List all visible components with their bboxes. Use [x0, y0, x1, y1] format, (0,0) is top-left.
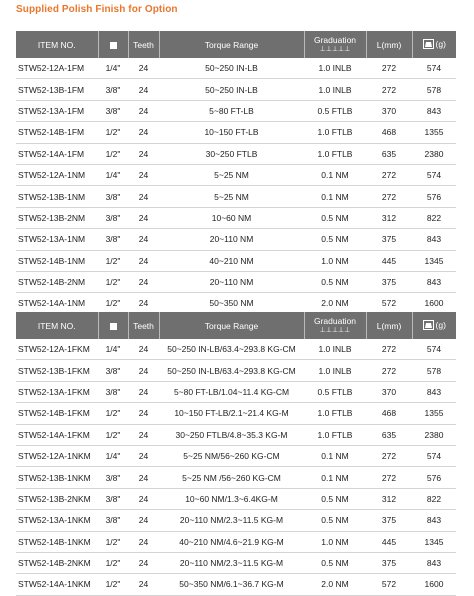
header-item-no: ITEM NO. [16, 312, 98, 339]
cell-length: 375 [366, 229, 412, 250]
cell-torque-range: 50~250 IN-LB/63.4~293.8 KG-CM [159, 339, 304, 360]
cell-length: 468 [366, 122, 412, 143]
cell-teeth: 24 [128, 510, 159, 531]
cell-torque-range: 30~250 FTLB [159, 143, 304, 164]
cell-torque-range: 50~250 IN-LB/63.4~293.8 KG-CM [159, 360, 304, 381]
cell-graduation: 2.0 NM [304, 574, 366, 595]
graduation-scale-icon: ⊥⊥⊥⊥⊥ [319, 45, 351, 53]
cell-weight: 1345 [412, 250, 456, 271]
cell-drive-size: 3/8" [98, 100, 128, 121]
table-row [16, 58, 456, 79]
table-row [16, 122, 456, 143]
cell-torque-range: 40~210 NM [159, 250, 304, 271]
cell-drive-size: 3/8" [98, 79, 128, 100]
cell-weight: 843 [412, 100, 456, 121]
cell-item-no: STW52-12A-1FKM [16, 339, 98, 360]
cell-torque-range: 50~250 IN-LB [159, 79, 304, 100]
cell-teeth: 24 [128, 207, 159, 228]
square-drive-icon [110, 42, 117, 49]
cell-item-no: STW52-14B-2NKM [16, 552, 98, 573]
cell-drive-size: 1/2" [98, 293, 128, 314]
cell-torque-range: 50~350 NM/6.1~36.7 KG-M [159, 574, 304, 595]
cell-length: 272 [366, 79, 412, 100]
table-header-row [16, 31, 456, 58]
cell-graduation: 0.1 NM [304, 467, 366, 488]
header-graduation [304, 312, 366, 339]
cell-drive-size: 1/4" [98, 58, 128, 79]
cell-drive-size: 1/4" [98, 445, 128, 466]
cell-graduation: 0.1 NM [304, 445, 366, 466]
header-length: L(mm) [366, 31, 412, 58]
header-teeth: Teeth [128, 31, 159, 58]
table-row [16, 143, 456, 164]
cell-teeth: 24 [128, 271, 159, 292]
cell-teeth: 24 [128, 164, 159, 185]
cell-item-no: STW52-13B-2NM [16, 207, 98, 228]
cell-teeth: 24 [128, 229, 159, 250]
header-graduation [304, 31, 366, 58]
cell-graduation: 1.0 FTLB [304, 143, 366, 164]
cell-torque-range: 20~110 NM/2.3~11.5 KG-M [159, 552, 304, 573]
cell-teeth: 24 [128, 360, 159, 381]
header-torque-range: Torque Range [159, 312, 304, 339]
cell-weight: 578 [412, 79, 456, 100]
cell-drive-size: 1/2" [98, 424, 128, 445]
cell-drive-size: 1/2" [98, 403, 128, 424]
header-weight [412, 31, 456, 58]
cell-length: 468 [366, 403, 412, 424]
header-teeth: Teeth [128, 312, 159, 339]
cell-item-no: STW52-14B-1NM [16, 250, 98, 271]
cell-graduation: 1.0 INLB [304, 79, 366, 100]
cell-torque-range: 10~60 NM/1.3~6.4KG-M [159, 488, 304, 509]
header-torque-range: Torque Range [159, 31, 304, 58]
cell-teeth: 24 [128, 531, 159, 552]
table-row [16, 510, 456, 531]
cell-drive-size: 3/8" [98, 186, 128, 207]
cell-graduation: 0.5 NM [304, 552, 366, 573]
table-row [16, 229, 456, 250]
table-row [16, 552, 456, 573]
cell-drive-size: 3/8" [98, 510, 128, 531]
cell-torque-range: 20~110 NM/2.3~11.5 KG-M [159, 510, 304, 531]
cell-drive-size: 1/2" [98, 531, 128, 552]
cell-item-no: STW52-13A-1FM [16, 100, 98, 121]
cell-drive-size: 3/8" [98, 381, 128, 402]
spec-table-dual-scale [16, 312, 456, 596]
cell-teeth: 24 [128, 339, 159, 360]
cell-weight: 576 [412, 467, 456, 488]
cell-weight: 843 [412, 510, 456, 531]
cell-weight: 843 [412, 229, 456, 250]
cell-item-no: STW52-12A-1NM [16, 164, 98, 185]
cell-torque-range: 50~350 NM [159, 293, 304, 314]
table-row [16, 381, 456, 402]
cell-weight: 822 [412, 207, 456, 228]
cell-graduation: 1.0 INLB [304, 58, 366, 79]
cell-length: 312 [366, 488, 412, 509]
cell-teeth: 24 [128, 293, 159, 314]
table-row [16, 445, 456, 466]
cell-length: 272 [366, 186, 412, 207]
cell-weight: 574 [412, 445, 456, 466]
table-row [16, 207, 456, 228]
cell-item-no: STW52-12A-1FM [16, 58, 98, 79]
cell-teeth: 24 [128, 467, 159, 488]
cell-torque-range: 20~110 NM [159, 229, 304, 250]
table-row [16, 271, 456, 292]
cell-torque-range: 5~25 NM/56~260 KG-CM [159, 445, 304, 466]
cell-teeth: 24 [128, 488, 159, 509]
cell-drive-size: 1/2" [98, 143, 128, 164]
cell-graduation: 0.5 NM [304, 229, 366, 250]
cell-weight: 1345 [412, 531, 456, 552]
table-row [16, 79, 456, 100]
cell-torque-range: 10~150 FT-LB/2.1~21.4 KG-M [159, 403, 304, 424]
cell-length: 370 [366, 100, 412, 121]
graduation-label: Graduation [313, 34, 357, 45]
cell-weight: 843 [412, 381, 456, 402]
cell-graduation: 1.0 INLB [304, 339, 366, 360]
cell-length: 272 [366, 58, 412, 79]
cell-length: 445 [366, 250, 412, 271]
table-row [16, 488, 456, 509]
cell-teeth: 24 [128, 403, 159, 424]
cell-torque-range: 50~250 IN-LB [159, 58, 304, 79]
cell-teeth: 24 [128, 574, 159, 595]
cell-weight: 574 [412, 58, 456, 79]
cell-weight: 843 [412, 271, 456, 292]
cell-length: 272 [366, 445, 412, 466]
cell-item-no: STW52-14B-1NKM [16, 531, 98, 552]
cell-item-no: STW52-14B-2NM [16, 271, 98, 292]
cell-weight: 843 [412, 552, 456, 573]
weight-unit-label: (g) [435, 38, 446, 49]
cell-drive-size: 3/8" [98, 207, 128, 228]
cell-length: 635 [366, 143, 412, 164]
cell-graduation: 1.0 INLB [304, 360, 366, 381]
cell-drive-size: 1/2" [98, 271, 128, 292]
table-row [16, 531, 456, 552]
cell-length: 272 [366, 467, 412, 488]
cell-weight: 1355 [412, 403, 456, 424]
cell-graduation: 0.5 FTLB [304, 100, 366, 121]
cell-weight: 576 [412, 186, 456, 207]
table-row [16, 403, 456, 424]
cell-teeth: 24 [128, 445, 159, 466]
cell-length: 272 [366, 360, 412, 381]
cell-length: 445 [366, 531, 412, 552]
table-row [16, 250, 456, 271]
cell-item-no: STW52-13A-1FKM [16, 381, 98, 402]
table-row [16, 100, 456, 121]
header-length: L(mm) [366, 312, 412, 339]
cell-graduation: 1.0 NM [304, 250, 366, 271]
cell-torque-range: 20~110 NM [159, 271, 304, 292]
cell-item-no: STW52-12A-1NKM [16, 445, 98, 466]
cell-teeth: 24 [128, 58, 159, 79]
cell-torque-range: 10~60 NM [159, 207, 304, 228]
cell-graduation: 1.0 FTLB [304, 122, 366, 143]
cell-item-no: STW52-14A-1NM [16, 293, 98, 314]
cell-teeth: 24 [128, 79, 159, 100]
cell-graduation: 0.5 NM [304, 510, 366, 531]
weight-unit-label: (g) [435, 319, 446, 330]
cell-drive-size: 1/4" [98, 339, 128, 360]
cell-item-no: STW52-14B-1FM [16, 122, 98, 143]
header-item-no: ITEM NO. [16, 31, 98, 58]
cell-length: 572 [366, 293, 412, 314]
cell-teeth: 24 [128, 552, 159, 573]
header-weight [412, 312, 456, 339]
cell-weight: 1600 [412, 293, 456, 314]
header-drive-size [98, 312, 128, 339]
cell-teeth: 24 [128, 122, 159, 143]
cell-teeth: 24 [128, 186, 159, 207]
cell-weight: 2380 [412, 143, 456, 164]
cell-drive-size: 3/8" [98, 467, 128, 488]
table-body-dual-scale [16, 339, 456, 595]
cell-drive-size: 1/4" [98, 164, 128, 185]
cell-weight: 2380 [412, 424, 456, 445]
cell-graduation: 0.5 NM [304, 207, 366, 228]
cell-graduation: 1.0 FTLB [304, 424, 366, 445]
cell-item-no: STW52-13A-1NM [16, 229, 98, 250]
cell-graduation: 0.1 NM [304, 164, 366, 185]
cell-drive-size: 3/8" [98, 360, 128, 381]
cell-length: 272 [366, 339, 412, 360]
cell-length: 375 [366, 510, 412, 531]
cell-drive-size: 3/8" [98, 488, 128, 509]
cell-drive-size: 1/2" [98, 552, 128, 573]
cell-torque-range: 5~25 NM [159, 186, 304, 207]
cell-length: 572 [366, 574, 412, 595]
weight-icon [423, 39, 434, 49]
table-row [16, 574, 456, 595]
cell-graduation: 0.5 NM [304, 271, 366, 292]
cell-item-no: STW52-14A-1FKM [16, 424, 98, 445]
cell-graduation: 1.0 FTLB [304, 403, 366, 424]
table-row [16, 164, 456, 185]
graduation-label: Graduation [313, 315, 357, 326]
cell-length: 375 [366, 552, 412, 573]
cell-item-no: STW52-13B-1NKM [16, 467, 98, 488]
cell-teeth: 24 [128, 381, 159, 402]
cell-item-no: STW52-13A-1NKM [16, 510, 98, 531]
cell-graduation: 0.5 FTLB [304, 381, 366, 402]
cell-weight: 1600 [412, 574, 456, 595]
cell-item-no: STW52-14B-1FKM [16, 403, 98, 424]
spec-table-primary [16, 31, 456, 315]
cell-drive-size: 1/2" [98, 250, 128, 271]
cell-item-no: STW52-14A-1FM [16, 143, 98, 164]
table-body-primary [16, 58, 456, 314]
cell-torque-range: 30~250 FTLB/4.8~35.3 KG-M [159, 424, 304, 445]
table-row [16, 424, 456, 445]
cell-graduation: 1.0 NM [304, 531, 366, 552]
cell-teeth: 24 [128, 424, 159, 445]
header-drive-size [98, 31, 128, 58]
cell-graduation: 2.0 NM [304, 293, 366, 314]
cell-drive-size: 3/8" [98, 229, 128, 250]
cell-torque-range: 5~80 FT-LB/1.04~11.4 KG-CM [159, 381, 304, 402]
cell-length: 370 [366, 381, 412, 402]
cell-weight: 574 [412, 339, 456, 360]
table-row [16, 467, 456, 488]
cell-item-no: STW52-13B-1FM [16, 79, 98, 100]
cell-weight: 1355 [412, 122, 456, 143]
square-drive-icon [110, 323, 117, 330]
cell-graduation: 0.5 NM [304, 488, 366, 509]
cell-weight: 574 [412, 164, 456, 185]
cell-length: 272 [366, 164, 412, 185]
table-header-row [16, 312, 456, 339]
cell-teeth: 24 [128, 100, 159, 121]
cell-item-no: STW52-14A-1NKM [16, 574, 98, 595]
cell-torque-range: 5~25 NM [159, 164, 304, 185]
cell-torque-range: 5~25 NM /56~260 KG-CM [159, 467, 304, 488]
weight-icon [423, 320, 434, 330]
cell-length: 635 [366, 424, 412, 445]
table-row [16, 339, 456, 360]
cell-weight: 578 [412, 360, 456, 381]
cell-graduation: 0.1 NM [304, 186, 366, 207]
cell-weight: 822 [412, 488, 456, 509]
cell-torque-range: 5~80 FT-LB [159, 100, 304, 121]
cell-drive-size: 1/2" [98, 122, 128, 143]
table-row [16, 186, 456, 207]
cell-item-no: STW52-13B-1NM [16, 186, 98, 207]
table-row [16, 293, 456, 314]
cell-length: 312 [366, 207, 412, 228]
cell-length: 375 [366, 271, 412, 292]
cell-item-no: STW52-13B-1FKM [16, 360, 98, 381]
graduation-scale-icon: ⊥⊥⊥⊥⊥ [319, 326, 351, 334]
cell-drive-size: 1/2" [98, 574, 128, 595]
cell-teeth: 24 [128, 250, 159, 271]
cell-torque-range: 10~150 FT-LB [159, 122, 304, 143]
cell-item-no: STW52-13B-2NKM [16, 488, 98, 509]
cell-torque-range: 40~210 NM/4.6~21.9 KG-M [159, 531, 304, 552]
table-row [16, 360, 456, 381]
section-title: Supplied Polish Finish for Option [16, 4, 178, 15]
cell-teeth: 24 [128, 143, 159, 164]
